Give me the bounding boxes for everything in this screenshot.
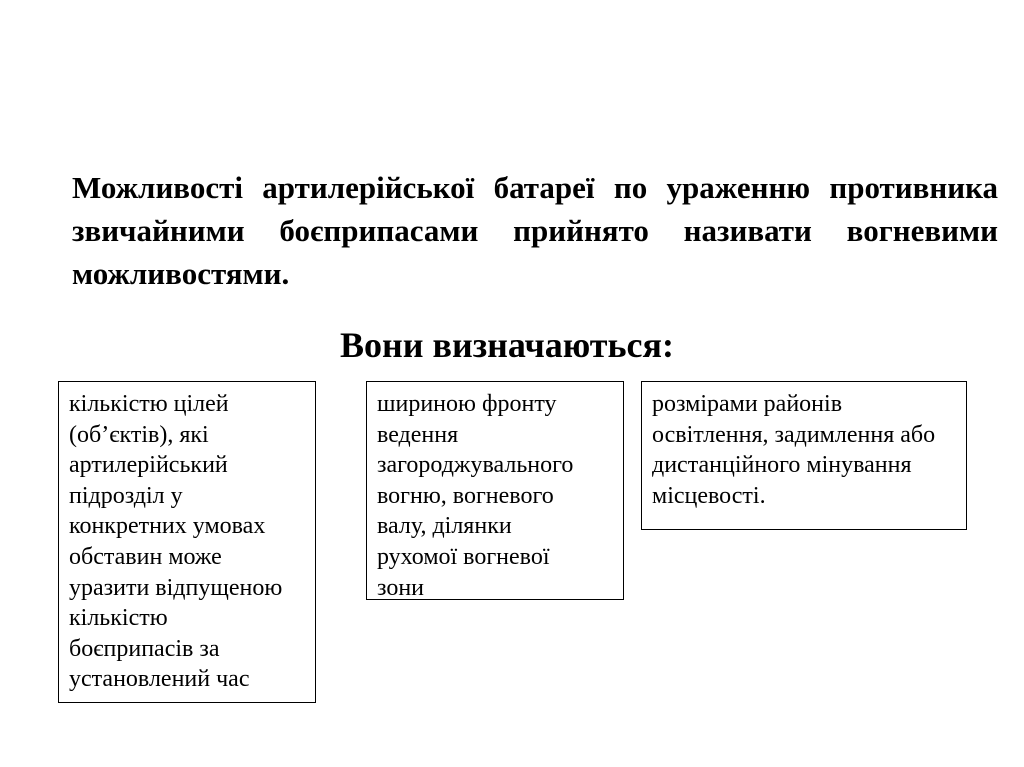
box-line: шириною фронту [377, 391, 557, 417]
box-line: кількістю цілей [69, 391, 229, 417]
box-line: місцевості. [652, 482, 766, 509]
box-line: підрозділ у [69, 482, 183, 509]
box-line: освітлення, задимлення або [652, 421, 936, 448]
intro-paragraph: Можливості артилерійської батареї по ураженню противника звичайними боєприпасами прийнято називати вогневими можливостями. [72, 170, 998, 291]
box-line: артилерійський [69, 452, 228, 479]
box-line: вогню, вогневого [377, 482, 554, 509]
box-line: кількістю [69, 605, 168, 632]
criteria-box-area-sizes [641, 381, 967, 530]
box-line: зони [377, 574, 425, 600]
box-line: уразити відпущеною [69, 574, 283, 601]
box-line: установлений час [69, 666, 250, 693]
box-line: обставин може [69, 543, 222, 570]
box-line: (об’єктів), які [69, 421, 209, 448]
box-line: рухомої вогневої [377, 543, 550, 570]
box-line: боєприпасів за [69, 635, 220, 662]
criteria-box-front-width [366, 381, 624, 600]
criteria-box-targets [58, 381, 316, 703]
box-line: ведення [377, 421, 459, 448]
box-line: розмірами районів [652, 391, 843, 417]
box-line: конкретних умовах [69, 513, 266, 540]
box-line: валу, ділянки [377, 513, 512, 540]
box-line: загороджувального [377, 452, 574, 479]
box-line: дистанційного мінування [652, 452, 912, 479]
subheading: Вони визначаються: [340, 325, 674, 365]
